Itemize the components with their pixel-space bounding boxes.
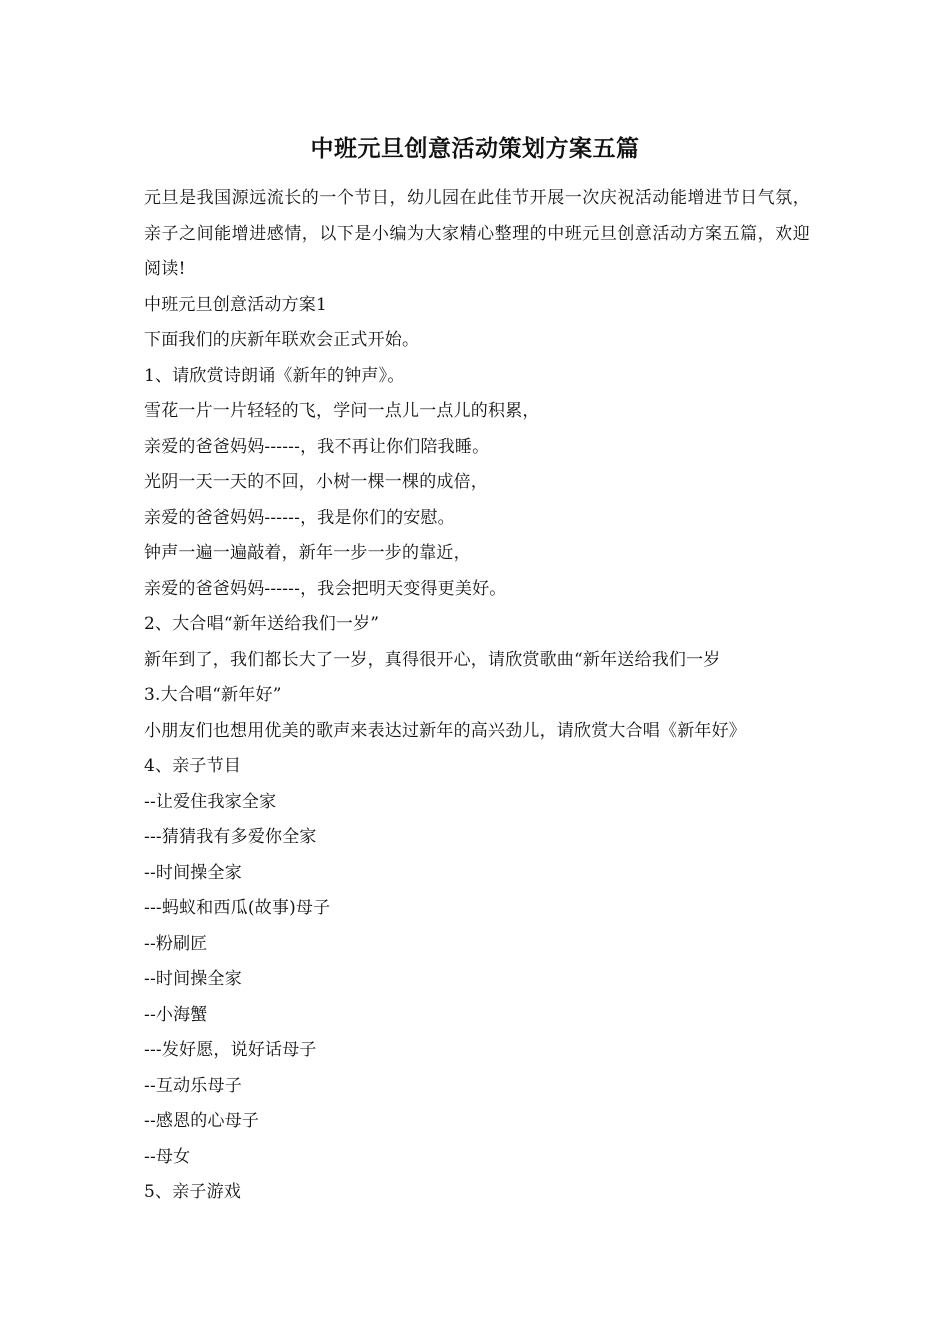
paragraph-line: --感恩的心母子 (144, 1111, 260, 1131)
paragraph-line: 5、亲子游戏 (144, 1182, 242, 1202)
paragraph-line: 3.大合唱“新年好” (144, 685, 282, 705)
document-title: 中班元旦创意活动策划方案五篇 (310, 135, 640, 162)
paragraph-line: 雪花一片一片轻轻的飞，学问一点儿一点儿的积累， (144, 401, 540, 421)
paragraph-line: 小朋友们也想用优美的歌声来表达过新年的高兴劲儿，请欣赏大合唱《新年好》 (144, 720, 746, 741)
paragraph-line: 2、大合唱“新年送给我们一岁” (144, 614, 380, 634)
paragraph-line: 下面我们的庆新年联欢会正式开始。 (144, 330, 420, 350)
paragraph-line: ---蚂蚁和西瓜(故事)母子 (144, 898, 331, 918)
paragraph-line: --互动乐母子 (144, 1075, 242, 1096)
paragraph-line: --小海蟹 (144, 1004, 208, 1025)
content-lines (144, 288, 810, 1211)
paragraph-line: 4、亲子节目 (144, 756, 242, 776)
paragraph-line: 中班元旦创意活动方案1 (144, 294, 328, 315)
paragraph-line: --粉刷匠 (144, 933, 208, 954)
paragraph-line: 钟声一遍一遍敲着，新年一步一步的靠近， (144, 543, 471, 563)
paragraph-line: 光阴一天一天的不回，小树一棵一棵的成倍， (144, 472, 488, 492)
paragraph-line: 亲爱的爸爸妈妈------，我不再让你们陪我睡。 (144, 436, 490, 457)
paragraph-line: 新年到了，我们都长大了一岁，真得很开心，请欣赏歌曲“新年送给我们一岁 (144, 649, 721, 670)
paragraph-line: --时间操全家 (144, 862, 242, 883)
paragraph-line: 亲爱的爸爸妈妈------，我会把明天变得更美好。 (144, 578, 507, 599)
intro-paragraph: 元旦是我国源远流长的一个节日，幼儿园在此佳节开展一次庆祝活动能增进节日气氛，亲子之间能增进感情，以下是小编为大家精心整理的中班元旦创意活动方案五篇，欢迎阅读! (144, 188, 810, 279)
paragraph-line: 亲爱的爸爸妈妈------，我是你们的安慰。 (144, 507, 455, 528)
paragraph-line: --母女 (144, 1146, 191, 1167)
paragraph-line: 1、请欣赏诗朗诵《新年的钟声》。 (144, 365, 405, 386)
paragraph-line: --让爱住我家全家 (144, 791, 277, 812)
paragraph-line: --时间操全家 (144, 969, 242, 989)
paragraph-line: ---发好愿，说好话母子 (144, 1040, 317, 1060)
paragraph-line: ---猜猜我有多爱你全家 (144, 827, 317, 847)
document-body (144, 181, 810, 1211)
